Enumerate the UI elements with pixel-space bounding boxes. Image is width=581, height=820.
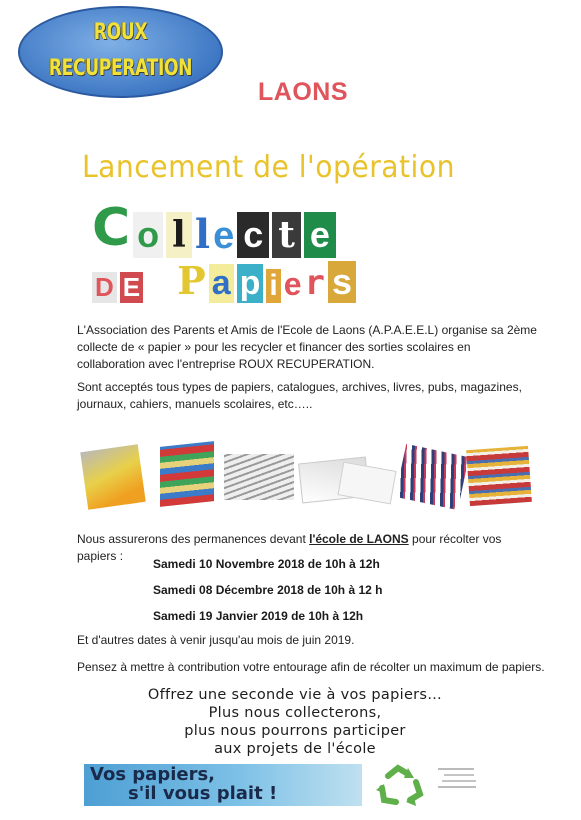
magazines-fan-image: [395, 444, 469, 510]
faint-small-print: [438, 764, 476, 792]
permanence-after: pour récolter vos papiers :: [77, 532, 502, 563]
town-title: LAONS: [258, 78, 348, 106]
date-1: Samedi 10 Novembre 2018 de 10h à 12h: [153, 557, 380, 571]
banner-line-1: Vos papiers,: [90, 764, 216, 785]
ransom-letter: t: [272, 212, 301, 258]
ransom-letter: e: [283, 266, 302, 302]
logo-line-1: ROUX: [93, 20, 148, 45]
more-dates-text: Et d'autres dates à venir jusqu'au mois de juin 2019.: [77, 633, 355, 647]
ransom-letter: a: [209, 264, 234, 303]
ransom-letter: c: [237, 212, 269, 258]
ransom-letter: P: [177, 258, 206, 303]
date-2: Samedi 08 Décembre 2018 de 10h à 12 h: [153, 583, 383, 597]
ransom-letter: l: [194, 211, 211, 258]
slogan-line-4: aux projets de l'école: [214, 741, 376, 757]
intro-paragraph: [77, 322, 539, 373]
ransom-letter: C: [92, 198, 131, 258]
books-pile-image: [160, 441, 214, 507]
ransom-letter: i: [266, 269, 280, 303]
ransom-letter: l: [166, 212, 192, 258]
magazines-stack-image: [466, 446, 532, 506]
ransom-letter: r: [304, 263, 326, 303]
ransom-letter: e: [213, 215, 235, 257]
paper-photos: [78, 440, 538, 510]
intro-rest: organise sa 2ème collecte de « papier » pour les recycler et financer des sorties scolaires en collaboration avec l'entreprise ROUX RECUPERATION.: [77, 323, 537, 371]
launch-headline: Lancement de l'opération: [82, 150, 455, 185]
ransom-letter: o: [133, 212, 163, 258]
roux-recuperation-logo: [18, 6, 223, 98]
recycle-icon: [372, 762, 430, 808]
books-stack-image: [80, 444, 146, 510]
slogan-line-3: plus nous pourrons participer: [184, 723, 406, 739]
slogan-line-2: Plus nous collecterons,: [208, 705, 382, 721]
entourage-text: Pensez à mettre à contribution votre entourage afin de récolter un maximum de papiers.: [77, 660, 545, 674]
permanence-before: Nous assurerons des permanences devant: [77, 532, 310, 546]
ransom-letter: e: [304, 212, 336, 258]
ransom-letter: D: [92, 272, 117, 303]
logo-line-2: RECUPERATION: [48, 56, 193, 81]
slogan-line-1: Offrez une seconde vie à vos papiers…: [147, 687, 443, 703]
newspapers-image: [224, 454, 294, 500]
association-name: L'Association des Parents et Amis de l'Ecole de Laons (A.P.A.E.E.L): [77, 323, 439, 337]
ransom-letter: E: [120, 272, 143, 303]
collecte-heading: [92, 198, 532, 258]
accepted-paragraph: Sont acceptés tous types de papiers, catalogues, archives, livres, pubs, magazines, journaux, cahiers, manuels scolaires, etc…..: [77, 380, 522, 411]
de-papiers-heading: [92, 258, 532, 304]
date-3: Samedi 19 Janvier 2019 de 10h à 12h: [153, 609, 364, 623]
ransom-letter: p: [237, 264, 264, 303]
please-banner: [84, 764, 362, 806]
ransom-letter: s: [328, 261, 356, 303]
school-location: l'école de LAONS: [309, 532, 409, 546]
banner-line-2: s'il vous plait !: [128, 783, 278, 804]
